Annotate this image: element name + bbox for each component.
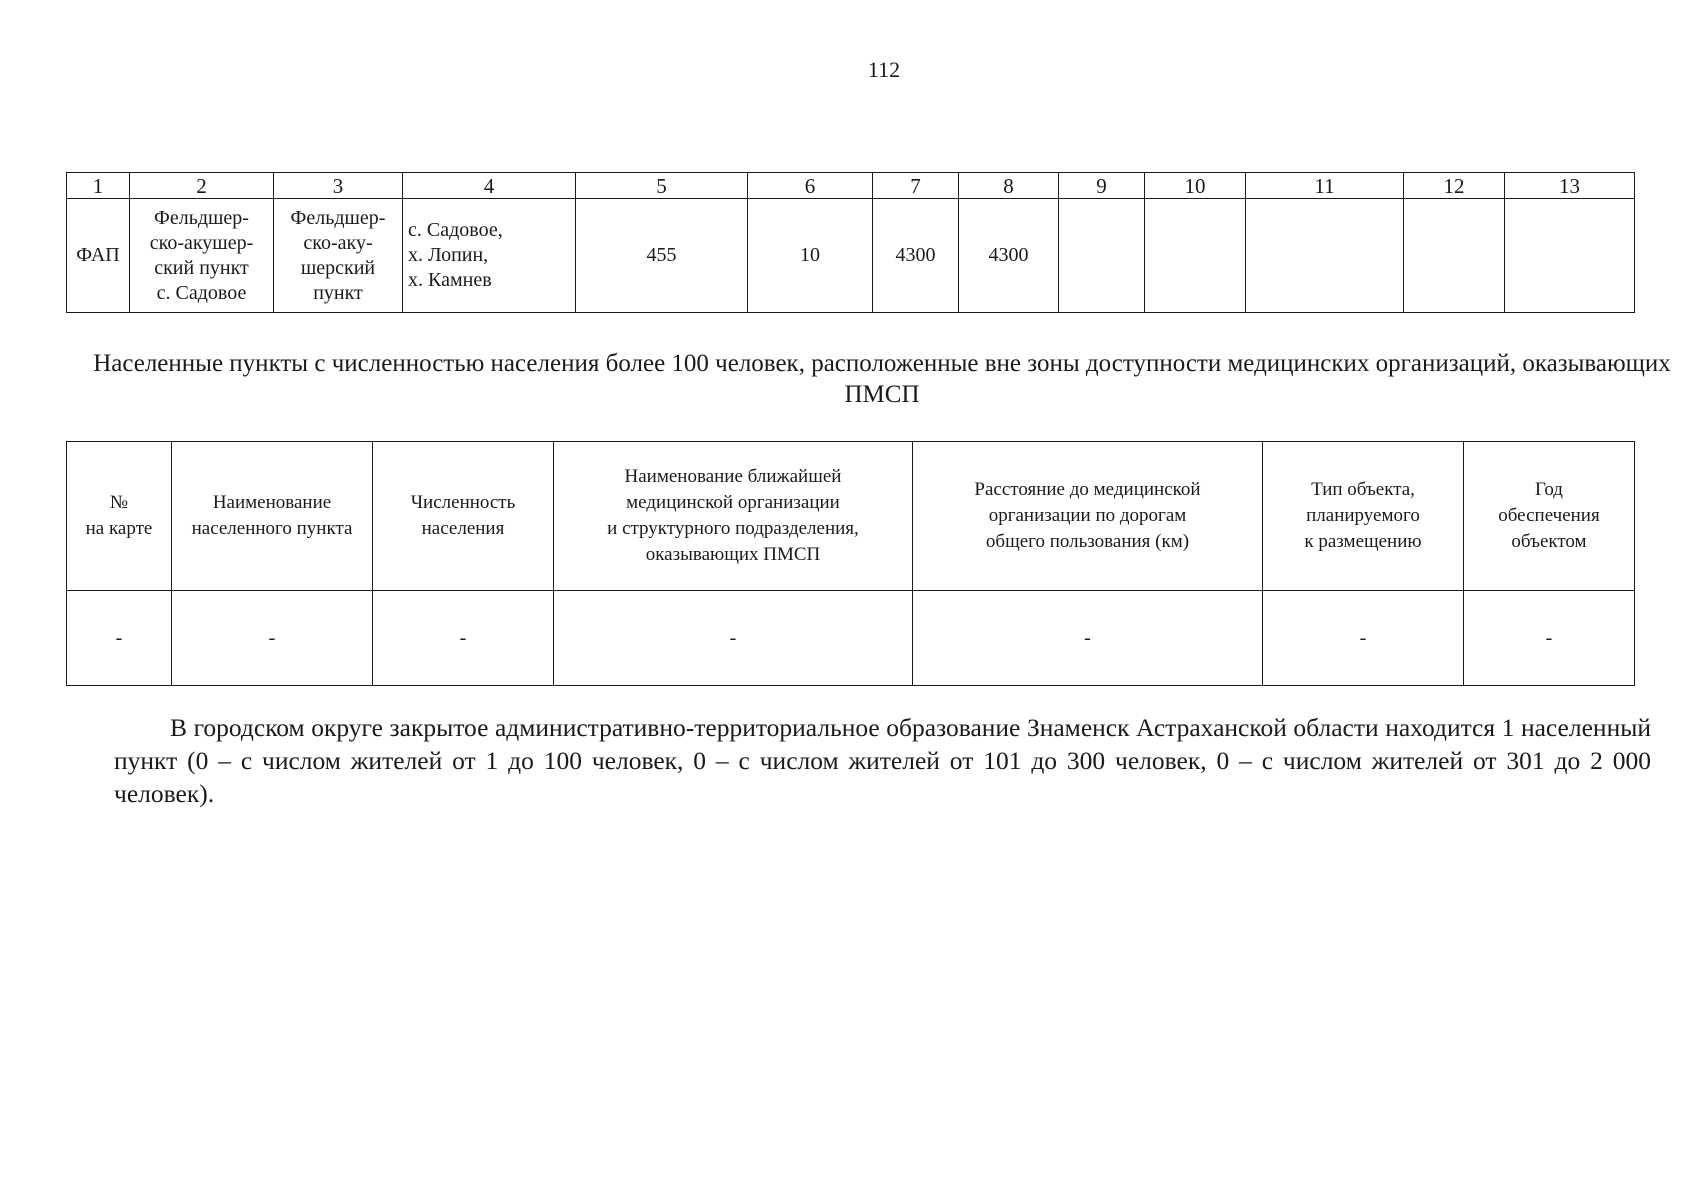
table-cell <box>1059 199 1145 313</box>
column-number-header: 8 <box>959 173 1059 199</box>
facility-table-header-row <box>67 173 1635 199</box>
column-number-header: 9 <box>1059 173 1145 199</box>
column-header-object-type: Тип объекта, планируемого к размещению <box>1263 442 1464 591</box>
facility-table-row <box>67 199 1635 313</box>
column-number-header: 13 <box>1505 173 1635 199</box>
column-number-header: 2 <box>130 173 274 199</box>
value-cell: 4300 <box>895 244 936 266</box>
table-cell: - <box>1464 591 1635 686</box>
table-cell <box>274 199 403 313</box>
population-value: 455 <box>646 244 677 266</box>
table-cell <box>748 199 873 313</box>
table-cell <box>67 199 130 313</box>
table-cell <box>1404 199 1505 313</box>
column-header-settlement-name: Наименование населенного пункта <box>172 442 373 591</box>
settlements-table-header-row <box>67 442 1635 591</box>
column-number-header: 6 <box>748 173 873 199</box>
column-number-header: 10 <box>1145 173 1246 199</box>
column-number-header: 3 <box>274 173 403 199</box>
column-header-nearest-organization: Наименование ближайшей медицинской организации и структурного подразделения, оказывающих ПМСП <box>554 442 913 591</box>
column-header-population: Численность населения <box>373 442 554 591</box>
page-number: 112 <box>867 57 901 82</box>
table-cell: - <box>172 591 373 686</box>
section-heading: Населенные пункты с численностью населения более 100 человек, расположенные вне зоны доступности медицинских организаций, оказывающих ПМСП <box>93 350 1671 408</box>
table-cell: - <box>913 591 1263 686</box>
value-cell: 10 <box>800 244 820 266</box>
value-cell: 4300 <box>988 244 1029 266</box>
column-number-header: 11 <box>1246 173 1404 199</box>
facility-name: Фельдшер- ско-акушер- ский пункт с. Садовое <box>149 206 254 304</box>
table-cell <box>1145 199 1246 313</box>
table-cell: - <box>67 591 172 686</box>
column-header-distance: Расстояние до медицинской организации по дорогам общего пользования (км) <box>913 442 1263 591</box>
served-settlements: с. Садовое, х. Лопин, х. Камнев <box>408 219 503 291</box>
table-cell <box>576 199 748 313</box>
body-paragraph: В городском округе закрытое административно-территориальное образование Знаменск Астраханской области находится 1 населенный пункт (0 – с числом жителей от 1 до 100 человек, 0 – с числом жителей от 101 до 300 человек, 0 – с числом жителей от 301 до 2 000 человек). <box>114 713 1651 808</box>
column-number-header: 1 <box>67 173 130 199</box>
settlements-table <box>66 441 1635 686</box>
column-header-map-number: № на карте <box>67 442 172 591</box>
facility-table <box>66 172 1635 313</box>
facility-type: ФАП <box>76 244 120 266</box>
column-number-header: 5 <box>576 173 748 199</box>
facility-kind: Фельдшер- ско-аку- шерский пункт <box>290 206 386 304</box>
table-cell <box>873 199 959 313</box>
table-cell <box>403 199 576 313</box>
settlements-table-row <box>67 591 1635 686</box>
table-cell: - <box>1263 591 1464 686</box>
column-header-year: Год обеспечения объектом <box>1464 442 1635 591</box>
column-number-header: 7 <box>873 173 959 199</box>
table-cell <box>1246 199 1404 313</box>
table-cell <box>1505 199 1635 313</box>
table-cell: - <box>554 591 913 686</box>
table-cell <box>959 199 1059 313</box>
column-number-header: 4 <box>403 173 576 199</box>
table-cell: - <box>373 591 554 686</box>
column-number-header: 12 <box>1404 173 1505 199</box>
table-cell <box>130 199 274 313</box>
